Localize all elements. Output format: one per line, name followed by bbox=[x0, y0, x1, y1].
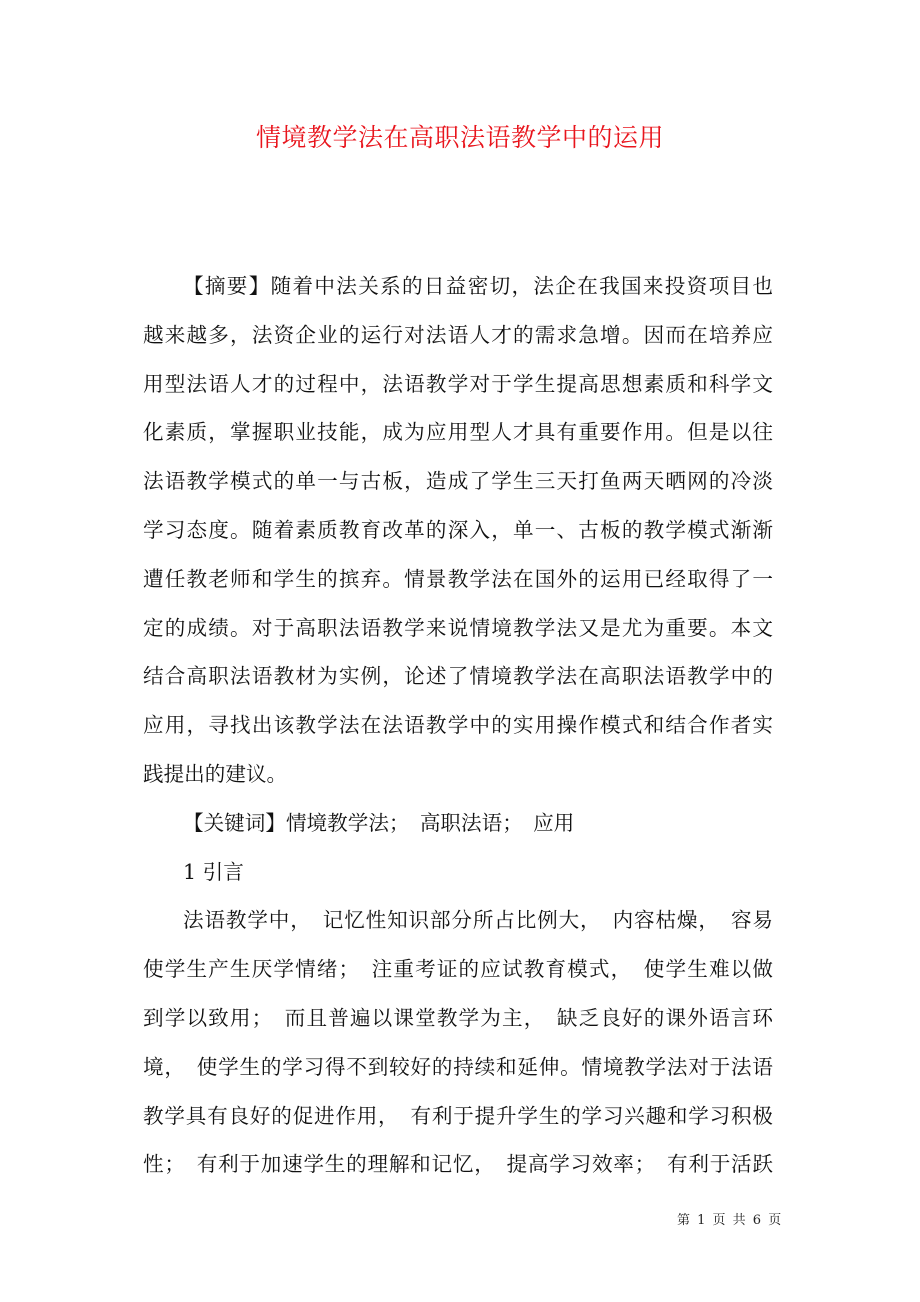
abstract-line: 化素质，掌握职业技能，成为应用型人才具有重要作用。但是以往 bbox=[143, 420, 773, 445]
abstract-line: 定的成绩。对于高职法语教学来说情境教学法又是尤为重要。本文 bbox=[143, 615, 773, 640]
intro-line: 境， 使学生的学习得不到较好的持续和延伸。情境教学法对于法语 bbox=[143, 1054, 773, 1079]
intro-line: 到学以致用； 而且普遍以课堂教学为主， 缺乏良好的课外语言环 bbox=[143, 1005, 773, 1030]
document-title: 情境教学法在高职法语教学中的运用 bbox=[255, 123, 664, 152]
page-number: 第 1 页 共 6 页 bbox=[677, 1213, 782, 1228]
abstract-line: 用型法语人才的过程中，法语教学对于学生提高思想素质和科学文 bbox=[143, 371, 773, 396]
abstract-line: 践提出的建议。 bbox=[143, 761, 288, 786]
intro-line: 使学生产生厌学情绪； 注重考证的应试教育模式， 使学生难以做 bbox=[143, 957, 773, 982]
intro-line: 性； 有利于加速学生的理解和记忆， 提高学习效率； 有利于活跃 bbox=[143, 1152, 773, 1177]
abstract-line: 法语教学模式的单一与古板，造成了学生三天打鱼两天晒网的冷淡 bbox=[143, 469, 773, 494]
keywords: 【关键词】情境教学法； 高职法语； 应用 bbox=[183, 810, 575, 835]
abstract-line: 【摘要】随着中法关系的日益密切，法企在我国来投资项目也 bbox=[183, 274, 773, 298]
abstract-line: 应用，寻找出该教学法在法语教学中的实用操作模式和结合作者实 bbox=[143, 713, 773, 738]
intro-line: 法语教学中， 记忆性知识部分所占比例大， 内容枯燥， 容易 bbox=[183, 908, 773, 933]
abstract-line: 学习态度。随着素质教育改革的深入，单一、古板的教学模式渐渐 bbox=[143, 517, 773, 542]
abstract-line: 越来越多，法资企业的运行对法语人才的需求急增。因而在培养应 bbox=[143, 322, 773, 347]
abstract-line: 结合高职法语教材为实例，论述了情境教学法在高职法语教学中的 bbox=[143, 664, 773, 689]
document-body bbox=[143, 262, 773, 1189]
intro-line: 教学具有良好的促进作用， 有利于提升学生的学习兴趣和学习积极 bbox=[143, 1103, 773, 1128]
section-heading: 1 引言 bbox=[183, 859, 244, 884]
abstract-line: 遭任教老师和学生的摈弃。情景教学法在国外的运用已经取得了一 bbox=[143, 566, 773, 591]
